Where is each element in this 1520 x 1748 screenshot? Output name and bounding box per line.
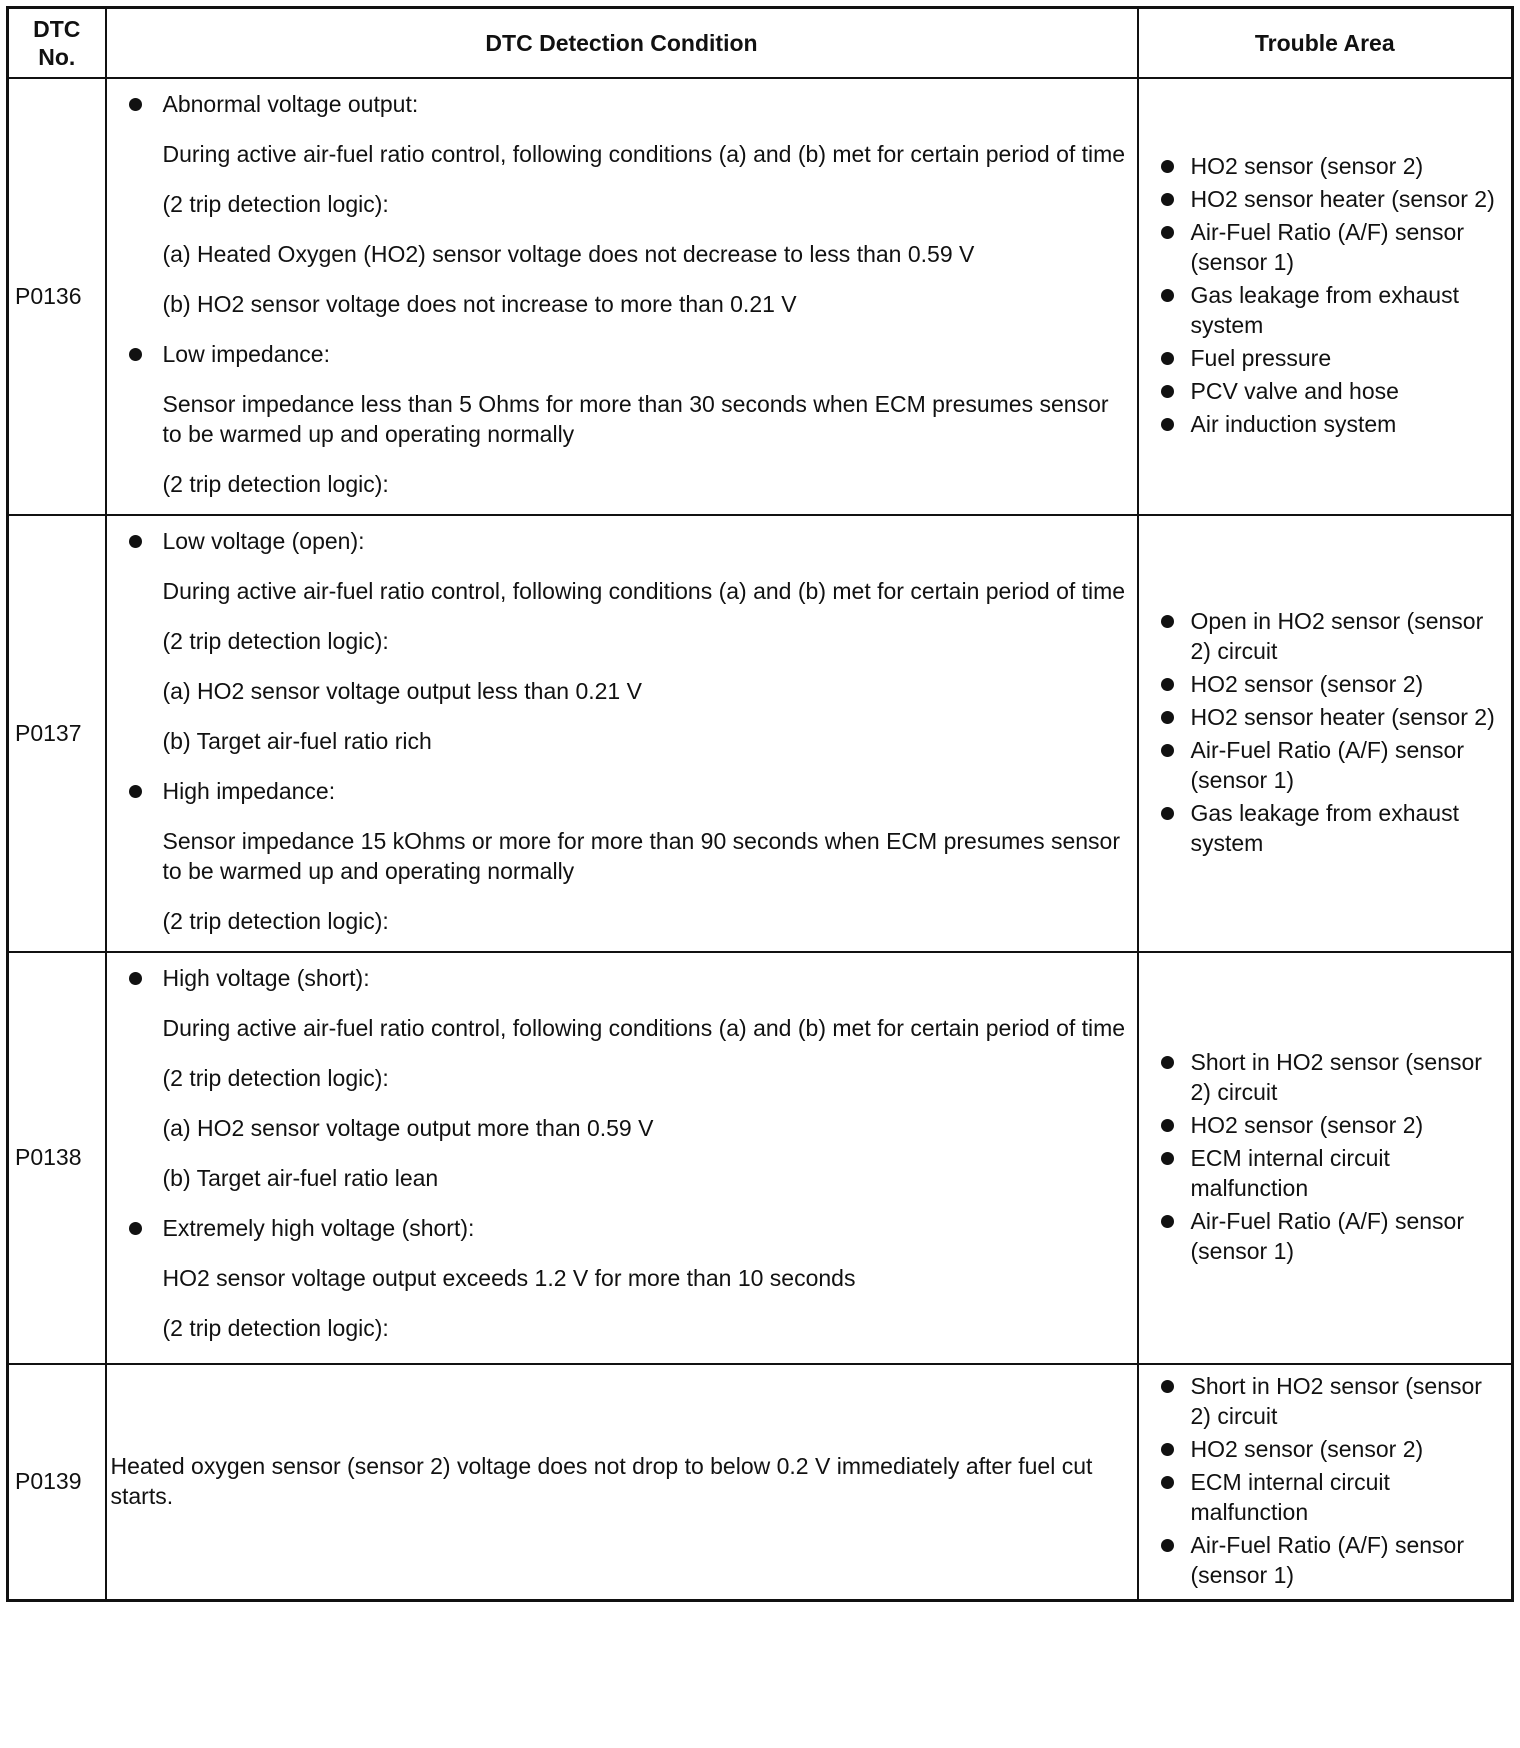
bullet-icon <box>1161 1443 1174 1456</box>
bullet-icon <box>1161 352 1174 365</box>
condition-heading <box>123 1213 1127 1243</box>
bullet-icon <box>1161 1056 1174 1069</box>
condition-section <box>123 526 1127 756</box>
condition-line: Sensor impedance 15 kOhms or more for more than 90 seconds when ECM presumes sensor to be warmed up and operating normally <box>162 827 1120 884</box>
bullet-icon <box>1161 807 1174 820</box>
trouble-area-text: PCV valve and hose <box>1190 377 1399 404</box>
trouble-area-list <box>1159 1047 1504 1266</box>
trouble-area-text: HO2 sensor (sensor 2) <box>1190 152 1424 179</box>
trouble-area-text: Open in HO2 sensor (sensor 2) circuit <box>1190 607 1484 664</box>
trouble-area-item <box>1159 1143 1504 1203</box>
detection-condition-cell <box>106 1364 1138 1601</box>
condition-heading-text: High voltage (short): <box>162 964 370 991</box>
trouble-area-item <box>1159 1371 1504 1431</box>
header-dtc-no: DTC No. <box>8 8 106 78</box>
trouble-area-text: Air induction system <box>1190 410 1397 437</box>
condition-section <box>123 963 1127 1193</box>
condition-line: (2 trip detection logic): <box>162 470 389 497</box>
trouble-area-text: ECM internal circuit malfunction <box>1190 1468 1390 1525</box>
bullet-icon <box>1161 1215 1174 1228</box>
trouble-area-text: Gas leakage from exhaust system <box>1190 799 1459 856</box>
condition-line: During active air-fuel ratio control, following conditions (a) and (b) met for certain period of time <box>162 577 1126 604</box>
header-trouble-area: Trouble Area <box>1138 8 1513 78</box>
condition-line: (b) Target air-fuel ratio lean <box>162 1164 439 1191</box>
detection-condition-cell <box>106 952 1138 1364</box>
condition-heading-text: Abnormal voltage output: <box>162 90 419 117</box>
trouble-area-item <box>1159 669 1504 699</box>
condition-line: (2 trip detection logic): <box>162 627 389 654</box>
table-row <box>8 515 1513 952</box>
bullet-icon <box>1161 1380 1174 1393</box>
dtc-code: P0138 <box>8 952 106 1364</box>
trouble-area-item <box>1159 1434 1504 1464</box>
trouble-area-cell <box>1138 952 1513 1364</box>
condition-heading <box>123 776 1127 806</box>
trouble-area-item <box>1159 1530 1504 1590</box>
trouble-area-item <box>1159 798 1504 858</box>
trouble-area-text: HO2 sensor (sensor 2) <box>1190 1111 1424 1138</box>
trouble-area-item <box>1159 1206 1504 1266</box>
trouble-area-cell <box>1138 1364 1513 1601</box>
trouble-area-item <box>1159 1110 1504 1140</box>
dtc-code: P0139 <box>8 1364 106 1601</box>
trouble-area-text: ECM internal circuit malfunction <box>1190 1144 1390 1201</box>
condition-line: (b) HO2 sensor voltage does not increase to more than 0.21 V <box>162 290 797 317</box>
condition-section <box>123 89 1127 319</box>
condition-heading <box>123 526 1127 556</box>
bullet-icon <box>1161 615 1174 628</box>
trouble-area-cell <box>1138 515 1513 952</box>
condition-section <box>123 1213 1127 1343</box>
bullet-icon <box>1161 289 1174 302</box>
bullet-icon <box>129 98 142 111</box>
condition-line: (2 trip detection logic): <box>162 1064 389 1091</box>
trouble-area-text: Air-Fuel Ratio (A/F) sensor (sensor 1) <box>1190 1531 1465 1588</box>
condition-text: Heated oxygen sensor (sensor 2) voltage does not drop to below 0.2 V immediately after fuel cut starts. <box>110 1452 1093 1509</box>
dtc-table <box>6 6 1514 1602</box>
condition-line: (2 trip detection logic): <box>162 907 389 934</box>
bullet-icon <box>1161 160 1174 173</box>
condition-heading <box>123 963 1127 993</box>
condition-heading-text: High impedance: <box>162 777 336 804</box>
bullet-icon <box>1161 226 1174 239</box>
condition-line: During active air-fuel ratio control, following conditions (a) and (b) met for certain period of time <box>162 140 1126 167</box>
bullet-icon <box>1161 1152 1174 1165</box>
trouble-area-item <box>1159 343 1504 373</box>
bullet-icon <box>1161 385 1174 398</box>
trouble-area-item <box>1159 376 1504 406</box>
trouble-area-list <box>1159 1371 1504 1590</box>
trouble-area-text: HO2 sensor (sensor 2) <box>1190 670 1424 697</box>
trouble-area-list <box>1159 606 1504 858</box>
bullet-icon <box>1161 744 1174 757</box>
trouble-area-text: Gas leakage from exhaust system <box>1190 281 1459 338</box>
trouble-area-item <box>1159 151 1504 181</box>
bullet-icon <box>1161 1539 1174 1552</box>
condition-heading-text: Extremely high voltage (short): <box>162 1214 475 1241</box>
table-body <box>8 78 1513 1601</box>
trouble-area-list <box>1159 151 1504 439</box>
table-header <box>8 8 1513 78</box>
dtc-code: P0136 <box>8 78 106 515</box>
condition-heading-text: Low voltage (open): <box>162 527 365 554</box>
condition-line: (b) Target air-fuel ratio rich <box>162 727 432 754</box>
condition-line: Sensor impedance less than 5 Ohms for more than 30 seconds when ECM presumes sensor to be warmed up and operating normally <box>162 390 1109 447</box>
condition-heading-text: Low impedance: <box>162 340 330 367</box>
trouble-area-item <box>1159 409 1504 439</box>
condition-line: (2 trip detection logic): <box>162 1314 389 1341</box>
detection-condition-cell <box>106 78 1138 515</box>
trouble-area-text: Short in HO2 sensor (sensor 2) circuit <box>1190 1372 1482 1429</box>
trouble-area-text: Air-Fuel Ratio (A/F) sensor (sensor 1) <box>1190 1207 1465 1264</box>
condition-section <box>123 776 1127 936</box>
trouble-area-text: HO2 sensor heater (sensor 2) <box>1190 703 1495 730</box>
trouble-area-item <box>1159 217 1504 277</box>
table-row <box>8 952 1513 1364</box>
trouble-area-item <box>1159 280 1504 340</box>
bullet-icon <box>1161 1476 1174 1489</box>
bullet-icon <box>1161 678 1174 691</box>
trouble-area-item <box>1159 1047 1504 1107</box>
trouble-area-item <box>1159 702 1504 732</box>
bullet-icon <box>129 972 142 985</box>
table-row <box>8 1364 1513 1601</box>
trouble-area-text: Air-Fuel Ratio (A/F) sensor (sensor 1) <box>1190 736 1465 793</box>
header-detection-condition: DTC Detection Condition <box>106 8 1138 78</box>
condition-heading <box>123 89 1127 119</box>
condition-line: HO2 sensor voltage output exceeds 1.2 V for more than 10 seconds <box>162 1264 856 1291</box>
bullet-icon <box>129 535 142 548</box>
condition-line: (2 trip detection logic): <box>162 190 389 217</box>
bullet-icon <box>1161 193 1174 206</box>
bullet-icon <box>129 1222 142 1235</box>
condition-section <box>123 339 1127 499</box>
condition-line: During active air-fuel ratio control, following conditions (a) and (b) met for certain period of time <box>162 1014 1126 1041</box>
bullet-icon <box>1161 1119 1174 1132</box>
bullet-icon <box>1161 418 1174 431</box>
table-row <box>8 78 1513 515</box>
bullet-icon <box>1161 711 1174 724</box>
trouble-area-text: Fuel pressure <box>1190 344 1332 371</box>
trouble-area-item <box>1159 735 1504 795</box>
condition-line: (a) Heated Oxygen (HO2) sensor voltage does not decrease to less than 0.59 V <box>162 240 975 267</box>
condition-line: (a) HO2 sensor voltage output more than 0.59 V <box>162 1114 654 1141</box>
dtc-code: P0137 <box>8 515 106 952</box>
bullet-icon <box>129 348 142 361</box>
trouble-area-text: HO2 sensor heater (sensor 2) <box>1190 185 1495 212</box>
trouble-area-item <box>1159 606 1504 666</box>
condition-heading <box>123 339 1127 369</box>
trouble-area-item <box>1159 184 1504 214</box>
trouble-area-text: HO2 sensor (sensor 2) <box>1190 1435 1424 1462</box>
trouble-area-text: Short in HO2 sensor (sensor 2) circuit <box>1190 1048 1482 1105</box>
trouble-area-cell <box>1138 78 1513 515</box>
condition-line: (a) HO2 sensor voltage output less than 0.21 V <box>162 677 642 704</box>
detection-condition-cell <box>106 515 1138 952</box>
trouble-area-item <box>1159 1467 1504 1527</box>
trouble-area-text: Air-Fuel Ratio (A/F) sensor (sensor 1) <box>1190 218 1465 275</box>
bullet-icon <box>129 785 142 798</box>
